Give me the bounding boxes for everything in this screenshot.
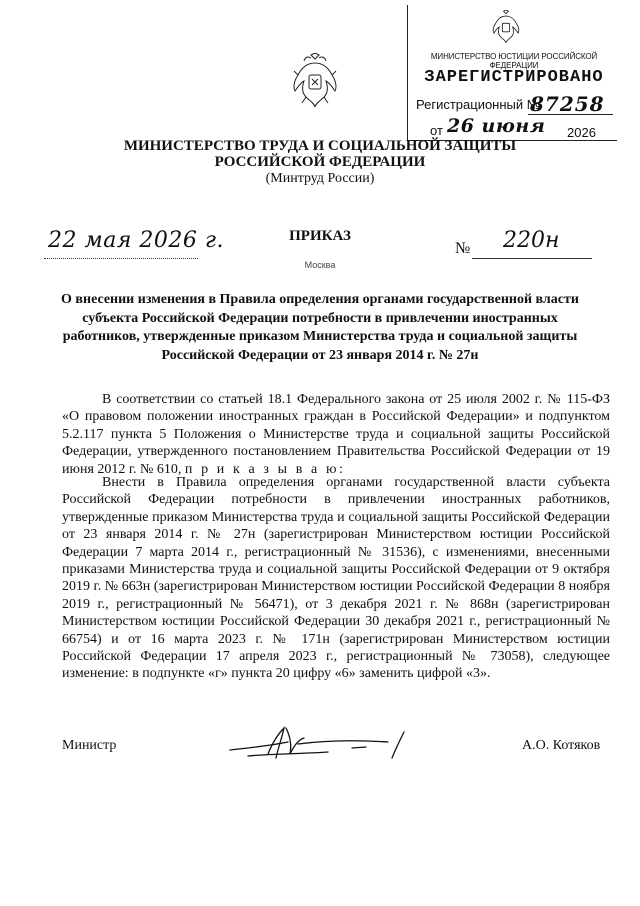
paragraph-1-text: В соответствии со статьей 18.1 Федерального закона от 25 июля 2002 г. № 115-ФЗ «О правовом положении иностранных граждан в Российской Федерации» и подпунктом 5.2.117 пункта 5 Положения о Министерстве труда и социальной защиты Российской Федерации, утвержденного постановлением Правительства Российской Федерации от 19 июня 2012 г. № 610,: [62, 392, 610, 477]
stamp-year: 2026: [567, 125, 596, 140]
stamp-organization: МИНИСТЕРСТВО ЮСТИЦИИ РОССИЙСКОЙ ФЕДЕРАЦИИ: [430, 52, 598, 70]
order-directive-word: п р и к а з ы в а ю:: [184, 461, 346, 477]
order-number-line: [472, 258, 592, 259]
body-paragraph-1: [62, 391, 610, 478]
body-paragraph-2: Внести в Правила определения органами государственной власти субъекта Российской Федерации потребности в привлечении иностранных работников, утвержденные приказом Министерства труда и социальной защиты Российской Федерации от 23 января 2014 г. № 27н (зарегистрирован Министерством юстиции Российской Федерации 7 марта 2014 г., регистрационный № 31536), с изменениями, внесенными приказами Министерства труда и социальной защиты Российской Федерации от 9 октября 2019 г. № 663н (зарегистрирован Министерством юстиции Российской Федерации 8 ноября 2019 г., регистрационный № 56471), от 3 декабря 2021 г. № 868н (зарегистрирован Министерством юстиции Российской Федерации 30 декабря 2021 г., регистрационный № 66754) и от 16 марта 2023 г. № 171н (зарегистрирован Министерством юстиции Российской Федерации 17 апреля 2023 г., регистрационный № 73058), следующее изменение: в подпункте «г» пункта 20 цифру «6» заменить цифрой «3».: [62, 475, 610, 682]
order-date-line: [44, 258, 198, 259]
order-place: Москва: [304, 260, 336, 270]
coat-of-arms-icon: [290, 53, 340, 109]
stamp-date: 26 июня: [447, 115, 546, 137]
order-number: 220н: [503, 228, 560, 253]
stamp-title: ЗАРЕГИСТРИРОВАНО: [424, 68, 604, 87]
stamp-registration-number: 87258: [530, 92, 605, 116]
stamp-date-label: от: [430, 123, 443, 138]
signer-role: Министр: [62, 738, 117, 753]
order-title: ПРИКАЗ: [289, 228, 351, 244]
order-number-sign: №: [455, 240, 471, 257]
stamp-registration-label: Регистрационный №: [416, 97, 541, 112]
signer-name: А.О. Котяков: [522, 738, 601, 753]
handwritten-signature: [228, 724, 418, 764]
ministry-short-name: (Минтруд России): [265, 171, 375, 186]
order-subject: О внесении изменения в Правила определения органами государственной власти субъекта Российской Федерации потребности в привлечении иностранных работников, утвержденные приказом Министерства труда и социальной защиты Российской Федерации от 23 января 2014 г. № 27н: [61, 292, 579, 363]
ministry-name: МИНИСТЕРСТВО ТРУДА И СОЦИАЛЬНОЙ ЗАЩИТЫ РОССИЙСКОЙ ФЕДЕРАЦИИ: [123, 138, 517, 170]
order-date: 22 мая 2026 г.: [48, 228, 224, 253]
coat-of-arms-icon: [490, 10, 522, 44]
